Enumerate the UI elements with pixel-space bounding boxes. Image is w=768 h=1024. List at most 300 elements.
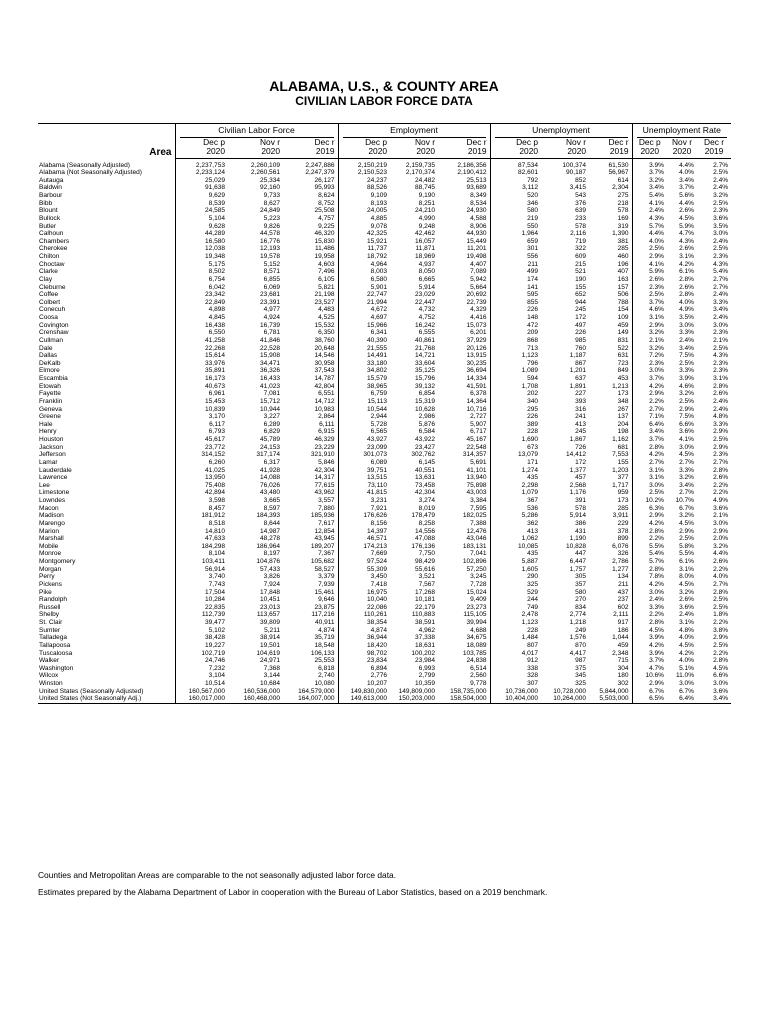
value-cell: 2.3% <box>632 284 667 292</box>
value-cell: 47,633 <box>175 535 228 543</box>
value-cell: 9,826 <box>263 222 280 230</box>
value-cell: 190 <box>575 275 587 283</box>
value-cell: 7,553 <box>612 451 629 459</box>
value-cell: 25,029 <box>175 177 228 185</box>
value-cell: 16,057 <box>414 237 436 245</box>
period-year-header: 2020 <box>338 147 390 158</box>
value-cell: 317,174 <box>256 451 280 459</box>
value-cell: 2.8% <box>713 466 729 474</box>
value-cell: 295 <box>490 406 541 414</box>
value-cell: 831 <box>617 336 629 344</box>
period-year-header: 2020 <box>490 147 541 158</box>
value-cell: 2.9% <box>713 428 729 436</box>
value-cell: 88,745 <box>414 184 436 192</box>
value-cell: 40,673 <box>175 383 228 391</box>
value-cell: 5.5% <box>632 543 667 551</box>
value-cell: 301 <box>490 245 541 253</box>
value-cell: 4,752 <box>418 314 436 321</box>
value-cell: 5,901 <box>338 284 390 292</box>
value-cell: 6,894 <box>338 665 390 673</box>
value-cell: 4,525 <box>318 314 335 321</box>
table-row <box>38 665 731 673</box>
table-row <box>38 245 731 253</box>
value-cell: 4,697 <box>338 314 390 322</box>
table-row <box>38 253 731 261</box>
value-cell: 3,557 <box>318 497 335 504</box>
value-cell: 3.4% <box>632 428 667 436</box>
area-column-header: Area <box>149 146 172 158</box>
table-row <box>38 276 731 284</box>
area-name-cell: Lauderdale <box>39 466 72 474</box>
value-cell: 536 <box>490 505 541 513</box>
area-name-cell: Chilton <box>39 253 60 260</box>
value-cell: 307 <box>490 680 541 688</box>
value-cell: 6,555 <box>418 329 436 337</box>
value-cell: 459 <box>617 321 629 329</box>
value-cell: 614 <box>617 176 629 184</box>
value-cell: 792 <box>490 177 541 185</box>
value-cell: 2,944 <box>338 413 390 421</box>
value-cell: 1,213 <box>612 382 629 390</box>
value-cell: 2.7% <box>713 283 729 291</box>
value-cell: 2.9% <box>632 253 667 261</box>
value-cell: 4,603 <box>318 260 335 268</box>
value-cell: 15,319 <box>414 397 436 405</box>
value-cell: 42,804 <box>314 382 335 390</box>
value-cell: 719 <box>575 237 587 245</box>
value-cell: 23,342 <box>175 291 228 299</box>
value-cell: 14,088 <box>259 474 280 482</box>
value-cell: 2.9% <box>632 390 667 398</box>
area-name-cell: Marion <box>39 527 60 535</box>
table-row <box>38 406 731 414</box>
value-cell: 5,152 <box>263 260 280 268</box>
value-cell: 22,835 <box>175 604 228 612</box>
value-cell: 23,029 <box>414 291 436 299</box>
value-cell: 2.8% <box>713 382 729 390</box>
value-cell: 749 <box>490 604 541 612</box>
group-header-unemployment-rate: Unemployment Rate <box>632 124 731 138</box>
value-cell: 100,374 <box>562 161 587 169</box>
table-row <box>38 207 731 215</box>
value-cell: 302,762 <box>411 451 436 459</box>
value-cell: 173 <box>617 497 629 504</box>
value-cell: 3.0% <box>632 589 667 597</box>
value-cell: 3,598 <box>175 497 228 505</box>
value-cell: 2.5% <box>713 245 729 253</box>
period-month-header: Nov r <box>415 136 436 147</box>
value-cell: 3,274 <box>418 497 436 504</box>
value-cell: 6,781 <box>263 329 280 337</box>
value-cell: 6,550 <box>175 329 228 337</box>
value-cell: 41,815 <box>338 489 390 497</box>
value-cell: 16,242 <box>414 321 436 329</box>
value-cell: 9,190 <box>418 192 436 199</box>
value-cell: 2.9% <box>632 512 667 520</box>
value-cell: 6,580 <box>338 276 390 284</box>
value-cell: 30,958 <box>314 359 335 367</box>
value-cell: 1,390 <box>612 230 629 238</box>
period-month-header: Nov r <box>672 136 693 147</box>
value-cell: 3.1% <box>632 314 667 322</box>
value-cell: 16,776 <box>259 237 280 245</box>
value-cell: 16,433 <box>259 375 280 382</box>
value-cell: 9,078 <box>338 223 390 231</box>
value-cell: 102,896 <box>462 558 487 565</box>
value-cell: 157 <box>617 283 629 291</box>
value-cell: 15,921 <box>338 238 390 246</box>
value-cell: 20,126 <box>466 344 487 352</box>
value-cell: 1,162 <box>612 436 629 443</box>
value-cell: 2.6% <box>679 283 695 291</box>
value-cell: 4.2% <box>632 642 667 650</box>
value-cell: 5,691 <box>470 458 487 466</box>
value-cell: 4.5% <box>632 627 667 635</box>
value-cell: 460 <box>617 253 629 260</box>
area-name-cell: Elmore <box>39 367 60 375</box>
value-cell: 17,848 <box>259 588 280 596</box>
value-cell: 48,278 <box>259 535 280 543</box>
value-cell: 2.2% <box>632 611 667 619</box>
value-cell: 3,227 <box>263 413 280 421</box>
table-row <box>38 428 731 436</box>
value-cell: 149,613,000 <box>338 695 390 703</box>
table-row <box>38 650 731 658</box>
value-cell: 6,089 <box>338 459 390 467</box>
value-cell: 215 <box>575 260 587 268</box>
value-cell: 10,451 <box>259 596 280 604</box>
value-cell: 4.1% <box>679 436 695 443</box>
value-cell: 316 <box>575 405 587 413</box>
table-body <box>38 158 731 703</box>
value-cell: 367 <box>490 497 541 505</box>
value-cell: 2,740 <box>318 672 335 680</box>
table-row <box>38 657 731 665</box>
value-cell: 112,739 <box>175 611 228 619</box>
value-cell: 10,264,000 <box>553 695 587 703</box>
value-cell: 437 <box>617 588 629 596</box>
value-cell: 2.5% <box>632 245 667 253</box>
value-cell: 211 <box>618 580 629 588</box>
value-cell: 1,190 <box>569 535 587 543</box>
value-cell: 41,025 <box>175 467 228 475</box>
value-cell: 10,080 <box>314 680 335 687</box>
value-cell: 97,524 <box>338 558 390 566</box>
value-cell: 23,229 <box>314 443 335 451</box>
value-cell: 24,153 <box>259 443 280 451</box>
value-cell: 7,728 <box>470 580 487 588</box>
value-cell: 4.5% <box>679 451 695 459</box>
value-cell: 137 <box>617 413 629 421</box>
table-row <box>38 497 731 505</box>
table-row <box>38 284 731 292</box>
value-cell: 3.4% <box>713 306 729 314</box>
value-cell: 20,692 <box>466 291 487 299</box>
value-cell: 4.2% <box>632 451 667 459</box>
value-cell: 13,631 <box>414 474 436 482</box>
value-cell: 1,187 <box>569 352 587 360</box>
value-cell: 5,844,000 <box>599 687 629 695</box>
value-cell: 9,778 <box>470 680 487 687</box>
value-cell: 3.1% <box>679 619 695 626</box>
value-cell: 198 <box>617 428 629 436</box>
value-cell: 245 <box>575 428 587 436</box>
value-cell: 520 <box>490 192 541 200</box>
value-cell: 3.7% <box>632 657 667 665</box>
value-cell: 2.1% <box>713 336 729 344</box>
value-cell: 5,104 <box>175 215 228 223</box>
group-header-employment: Employment <box>338 124 490 138</box>
value-cell: 5.8% <box>679 542 695 550</box>
value-cell: 8,156 <box>338 520 390 528</box>
value-cell: 8,518 <box>175 520 228 528</box>
value-cell: 172 <box>575 458 587 466</box>
value-cell: 14,987 <box>259 527 280 535</box>
value-cell: 11,201 <box>466 245 487 253</box>
period-year-header: 2019 <box>283 147 338 158</box>
value-cell: 2,247,886 <box>305 161 335 169</box>
value-cell: 37,543 <box>314 367 335 375</box>
value-cell: 100,202 <box>411 649 436 657</box>
table-row <box>38 619 731 627</box>
value-cell: 3.0% <box>713 680 729 687</box>
value-cell: 14,397 <box>338 528 390 536</box>
value-cell: 760 <box>575 344 587 352</box>
value-cell: 652 <box>575 291 587 299</box>
area-name-cell: Escambia <box>39 375 68 382</box>
value-cell: 3.4% <box>679 176 695 184</box>
value-cell: 15,830 <box>314 237 335 245</box>
table-row <box>38 596 731 604</box>
value-cell: 8,349 <box>470 192 487 199</box>
group-header-civilian-labor-force: Civilian Labor Force <box>175 124 338 138</box>
value-cell: 169 <box>617 214 629 222</box>
value-cell: 13,950 <box>175 474 228 482</box>
value-cell: 348 <box>617 397 629 405</box>
value-cell: 174,213 <box>338 543 390 551</box>
value-cell: 2.5% <box>679 359 695 367</box>
value-cell: 6,105 <box>318 275 335 283</box>
value-cell: 7,368 <box>263 664 280 672</box>
value-cell: 2.1% <box>713 512 729 520</box>
value-cell: 218 <box>617 199 629 207</box>
value-cell: 2.5% <box>713 436 729 443</box>
value-cell: 38,760 <box>314 336 335 344</box>
area-name-cell: Washington <box>39 664 74 672</box>
value-cell: 2.4% <box>679 336 695 344</box>
area-name-cell: Morgan <box>39 565 62 573</box>
table-row <box>38 451 731 459</box>
value-cell: 4,990 <box>418 214 436 222</box>
area-name-cell: Blount <box>39 207 58 215</box>
value-cell: 30,235 <box>466 359 487 367</box>
value-cell: 2.2% <box>713 619 729 626</box>
value-cell: 1,964 <box>490 230 541 238</box>
value-cell: 22,747 <box>338 291 390 299</box>
table-row <box>38 505 731 513</box>
value-cell: 7.5% <box>679 352 695 360</box>
value-cell: 13,515 <box>338 474 390 482</box>
value-cell: 3,665 <box>263 497 280 504</box>
value-cell: 241 <box>575 413 587 421</box>
value-cell: 41,846 <box>259 336 280 344</box>
period-year-header: 2020 <box>228 147 283 158</box>
value-cell: 4.4% <box>713 550 729 558</box>
value-cell: 578 <box>575 504 587 512</box>
table-row <box>38 390 731 398</box>
value-cell: 7,232 <box>175 665 228 673</box>
value-cell: 2.9% <box>679 527 695 535</box>
value-cell: 14,364 <box>466 397 487 405</box>
page-header <box>0 78 768 109</box>
value-cell: 2.4% <box>632 207 667 215</box>
area-name-cell: Coffee <box>39 291 59 299</box>
value-cell: 8,258 <box>418 519 436 527</box>
value-cell: 4.0% <box>679 657 695 665</box>
value-cell: 18,631 <box>414 641 436 649</box>
value-cell: 1,891 <box>569 382 587 390</box>
value-cell: 2.6% <box>713 558 729 565</box>
area-name-cell: Lamar <box>39 458 58 466</box>
value-cell: 3.0% <box>632 482 667 490</box>
value-cell: 2,170,374 <box>405 169 436 177</box>
area-name-cell: Marshall <box>39 535 64 543</box>
value-cell: 2.6% <box>632 276 667 284</box>
value-cell: 16,739 <box>259 321 280 329</box>
value-cell: 3.1% <box>632 474 667 482</box>
value-cell: 19,498 <box>466 253 487 260</box>
value-cell: 8,534 <box>470 199 487 207</box>
value-cell: 25,553 <box>314 657 335 665</box>
value-cell: 4,688 <box>470 626 487 634</box>
value-cell: 40,551 <box>414 466 436 474</box>
value-cell: 14,491 <box>338 352 390 360</box>
value-cell: 3,104 <box>175 672 228 680</box>
value-cell: 92,160 <box>259 184 280 192</box>
value-cell: 10,983 <box>314 405 335 413</box>
value-cell: 38,354 <box>338 619 390 627</box>
value-cell: 319 <box>617 222 629 230</box>
value-cell: 459 <box>617 641 629 649</box>
value-cell: 23,013 <box>259 603 280 611</box>
table-row <box>38 444 731 452</box>
period-month-header: Dec p <box>490 138 541 148</box>
value-cell: 5.9% <box>632 268 667 276</box>
value-cell: 362 <box>490 520 541 528</box>
value-cell: 25,334 <box>259 176 280 184</box>
value-cell: 10,839 <box>175 406 228 414</box>
table-row <box>38 314 731 322</box>
value-cell: 3.3% <box>713 298 729 306</box>
value-cell: 6.4% <box>632 421 667 429</box>
value-cell: 6,447 <box>569 558 587 565</box>
value-cell: 6,565 <box>338 428 390 436</box>
value-cell: 110,883 <box>411 611 436 619</box>
value-cell: 4.8% <box>679 626 695 634</box>
period-year-header: 2020 <box>632 147 667 158</box>
area-name-cell: DeKalb <box>39 359 61 367</box>
value-cell: 987 <box>575 657 587 665</box>
area-name-cell: Dallas <box>39 352 58 360</box>
table-row <box>38 299 731 307</box>
value-cell: 726 <box>575 443 587 451</box>
value-cell: 22,849 <box>175 299 228 307</box>
value-cell: 3.7% <box>632 169 667 177</box>
value-cell: 2.0% <box>713 535 729 543</box>
value-cell: 3,826 <box>263 573 280 581</box>
value-cell: 2,568 <box>569 481 587 489</box>
value-cell: 11,486 <box>314 245 335 253</box>
value-cell: 285 <box>617 245 629 253</box>
value-cell: 24,237 <box>338 177 390 185</box>
value-cell: 2.8% <box>713 588 729 596</box>
value-cell: 44,289 <box>175 230 228 238</box>
value-cell: 102,719 <box>175 650 228 658</box>
value-cell: 5.5% <box>679 550 695 558</box>
value-cell: 73,458 <box>414 481 436 489</box>
value-cell: 3.4% <box>679 344 695 352</box>
value-cell: 912 <box>490 657 541 665</box>
area-name-cell: Sumter <box>39 626 61 634</box>
value-cell: 6,759 <box>338 390 390 398</box>
area-name-cell: Hale <box>39 420 53 428</box>
area-name-cell: Greene <box>39 413 61 421</box>
labor-force-table-container <box>38 123 731 704</box>
value-cell: 22,268 <box>175 345 228 353</box>
value-cell: 39,477 <box>175 619 228 627</box>
value-cell: 1,079 <box>490 489 541 497</box>
value-cell: 3.1% <box>713 375 729 382</box>
table-row <box>38 474 731 482</box>
value-cell: 11,737 <box>338 245 390 253</box>
value-cell: 16,580 <box>175 238 228 246</box>
value-cell: 15,966 <box>338 322 390 330</box>
value-cell: 2.5% <box>713 603 729 611</box>
value-cell: 10,359 <box>414 680 436 687</box>
value-cell: 2.8% <box>632 528 667 536</box>
value-cell: 1,576 <box>569 634 587 642</box>
value-cell: 55,309 <box>338 566 390 574</box>
table-row <box>38 535 731 543</box>
value-cell: 233 <box>575 214 587 222</box>
value-cell: 2,260,561 <box>250 169 280 177</box>
value-cell: 2,190,412 <box>457 169 487 177</box>
value-cell: 6,201 <box>470 329 487 337</box>
period-month-header: Dec r <box>704 136 725 147</box>
table-row <box>38 627 731 635</box>
table-row <box>38 215 731 223</box>
value-cell: 42,304 <box>314 466 335 474</box>
table-row <box>38 634 731 642</box>
value-cell: 499 <box>490 268 541 276</box>
table-row <box>38 322 731 330</box>
table-row <box>38 291 731 299</box>
table-row <box>38 589 731 597</box>
value-cell: 9,733 <box>263 192 280 199</box>
value-cell: 5,907 <box>470 420 487 428</box>
value-cell: 4.4% <box>679 161 695 169</box>
value-cell: 609 <box>575 253 587 260</box>
value-cell: 38,914 <box>259 634 280 642</box>
value-cell: 4,588 <box>470 214 487 222</box>
value-cell: 10,085 <box>490 543 541 551</box>
value-cell: 12,038 <box>175 245 228 253</box>
value-cell: 5.4% <box>632 192 667 200</box>
value-cell: 95,993 <box>314 184 335 192</box>
value-cell: 4.5% <box>679 214 695 222</box>
area-name-cell: Talladega <box>39 634 68 642</box>
value-cell: 10.2% <box>632 497 667 505</box>
